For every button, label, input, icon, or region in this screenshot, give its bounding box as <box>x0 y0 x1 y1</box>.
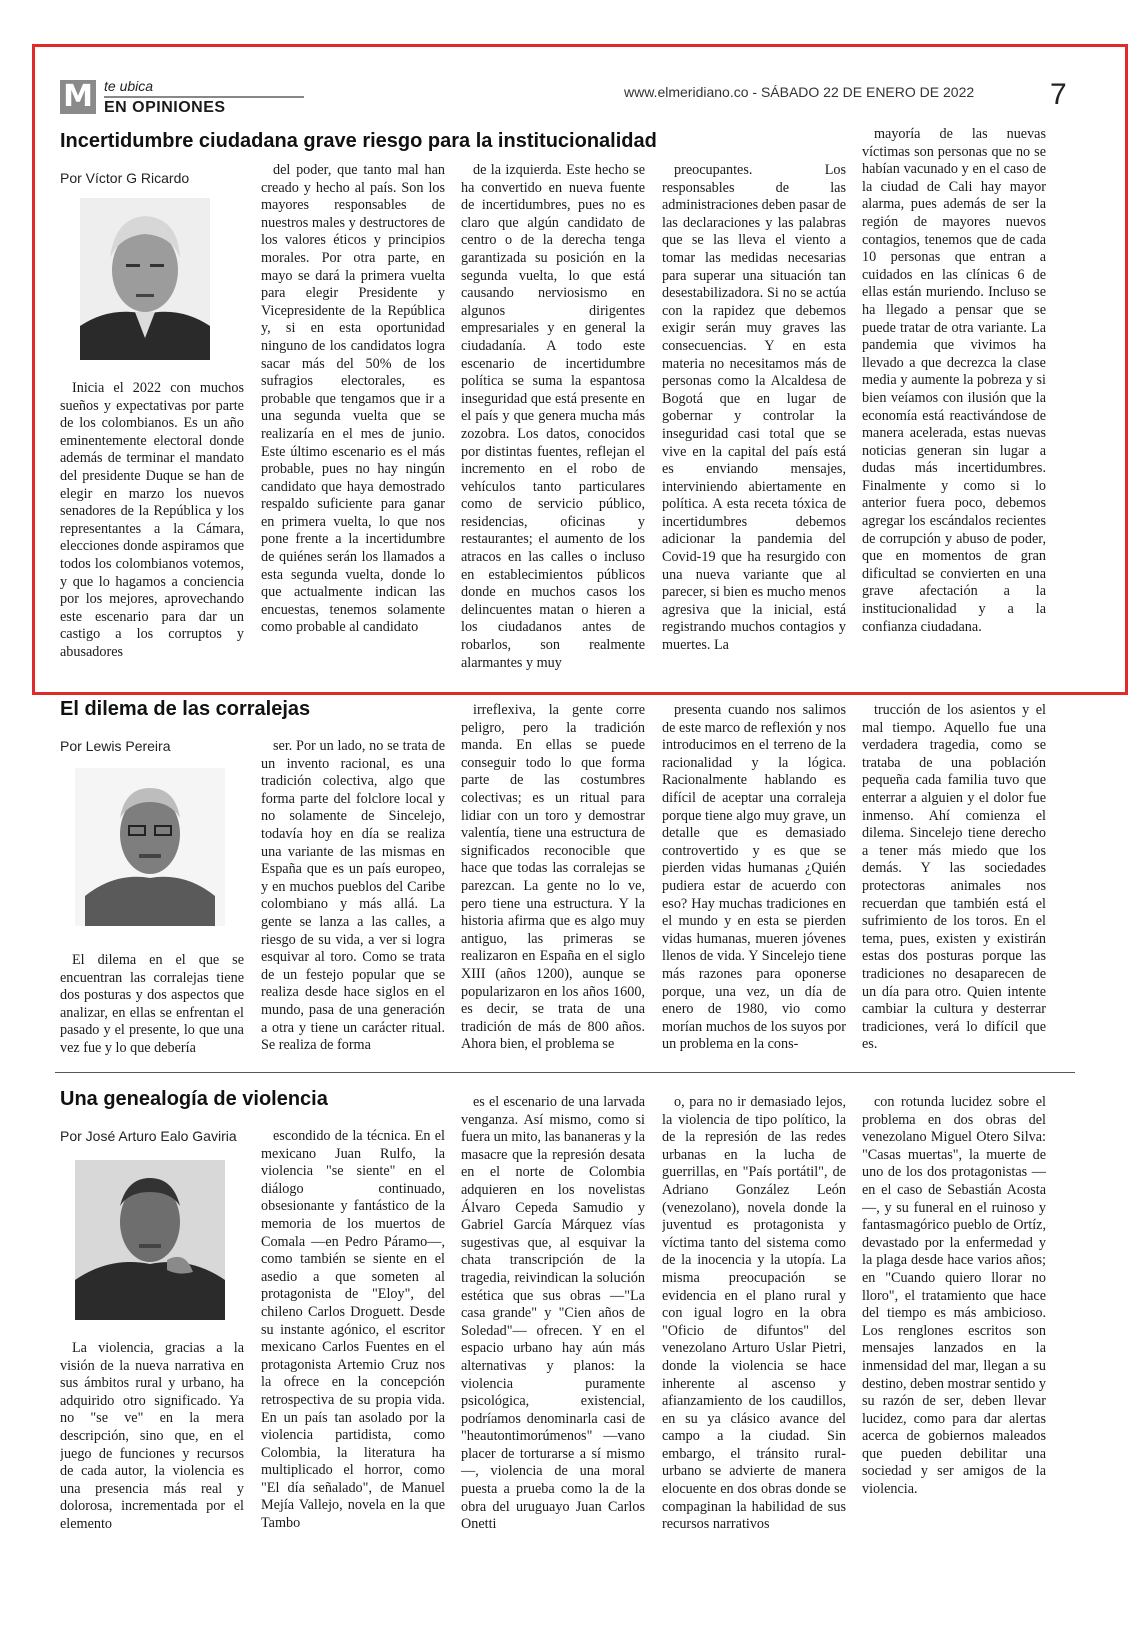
site-date: www.elmeridiano.co - SÁBADO 22 DE ENERO DE 2022 <box>624 84 975 100</box>
page-number: 7 <box>1050 78 1067 111</box>
author-photo-victor <box>80 198 210 360</box>
article-3-byline: Por José Arturo Ealo Gaviria <box>60 1128 237 1144</box>
article-2-column-3: irreflexiva, la gente corre peligro, pero la tradición manda. En ellas se puede conseguir todo lo que forma parte de las costumbres colectivas; es un ritual para lidiar con un toro y demostrar valentía, tiene una estructura de significados reconocible que hace que todas las corralejas se parezcan. La gente no lo ve, pero tiene una estructura. Y la historia afirma que es algo muy antiguo, las primeras se realizaron en España en el siglo XIII (años 1200), aunque se popularizaron en los años 1600, es decir, se trata de una tradición de más de 800 años. Ahora bien, el problema se <box>461 702 645 1053</box>
article-1-column-5: mayoría de las nuevas víctimas son personas que no se habían vacunado y en el caso de la ciudad de Cali hay mayor alarma, pues además de ser la región de mayores nuevos contagios, tenemos que de cada 10 personas que entran a cuidados en las clínicas 6 de ellas están muriendo. Incluso se ha llegado a pensar que se puede tratar de otra variante. La pandemia que vivimos ha llevado a que decrezca la clase media y aumente la pobreza y si bien veíamos con ilusión que la economía está reactivándose de manera acelerada, estas nuevas noticias generan sin lugar a dudas más incertidumbres. Finalmente y como si lo anterior fuera poco, debemos agregar los escándalos recientes de corrupción y abuso de poder, que en momentos de gran dificultad se convierten en una grave afectación a la institucionalidad y a la confianza ciudadana. <box>862 126 1046 635</box>
article-3-headline: Una genealogía de violencia <box>60 1088 328 1110</box>
article-2-column-1: El dilema en el que se encuentran las corralejas tiene dos posturas y dos aspectos que analizar, en ellas se enfrentan el pasado y el presente, lo que una vez fue y lo que debería <box>60 952 244 1056</box>
article-1-column-4: preocupantes. Los responsables de las administraciones deben pasar de las declaraciones y las palabras que se las lleva el viento a tomar las medidas necesarias para superar una situación tan desestabilizadora. Si no se actúa con la rapidez que debemos exigir serán muy graves las consecuencias. Y en esta materia no necesitamos más de personas como la Alcaldesa de Bogotá que en lugar de gobernar y controlar la inseguridad casi total que se vive en la capital del país está es enviando mensajes, interviniendo abiertamente en política. A esta receta tóxica de incertidumbres debemos adicionar la pandemia del Covid-19 que ha resurgido con una nueva variante que al parecer, si bien es mucho menos agresiva que la inicial, está registrando muchos contagios y muertes. La <box>662 162 846 654</box>
author-photo-jose <box>75 1160 225 1320</box>
section-divider <box>104 96 304 98</box>
article-3-column-3: es el escenario de una larvada venganza. Así mismo, como si fuera un mito, las bananeras y la masacre que la represión desata en el norte de Colombia adquieren en los novelistas Álvaro Cepeda Samudio y Gabriel García Márquez vías sugestivas que, al esquivar la chata transcripción de la tragedia, reivindican la solución estética que sus obras —"La casa grande" y "Cien años de Soledad"— ofrecen. Y en el espacio urbano hay aún más alternativas y planos: la violencia puramente psicológica, existencial, podríamos denominarla casi de "heautontimorúmenos" —vano placer de torturarse a sí mismo—, violencia de una moral puesta a prueba como la de la obra del uruguayo Juan Carlos Onetti <box>461 1094 645 1533</box>
section-kicker: te ubica <box>104 78 154 94</box>
author-photo-lewis <box>75 768 225 926</box>
article-2-headline: El dilema de las corralejas <box>60 698 311 720</box>
article-1-headline: Incertidumbre ciudadana grave riesgo para la institucionalidad <box>60 130 657 152</box>
article-divider <box>55 1072 1075 1073</box>
article-2-column-4: presenta cuando nos salimos de este marco de reflexión y nos introducimos en el terreno de la racionalidad y la lógica. Racionalmente hablando es difícil de aceptar una corraleja porque tiene algo muy grave, un detalle que es demasiado controvertido y es que se pierden vidas humanas ¿Quién pudiera estar de acuerdo con eso? Hay muchas tradiciones en el mundo y en esta se pierden vidas humanas, mueren jóvenes llenos de vida. Y Sincelejo tiene más razones para oponerse porque, una vez, un día de enero de 1980, vio como morían muchos de los suyos por un problema en la cons- <box>662 702 846 1053</box>
article-3-column-2: escondido de la técnica. En el mexicano Juan Rulfo, la violencia "se siente" en el diálogo continuado, obsesionante y fantástico de la memoria de los muertos de Comala —en Pedro Páramo—, como también se siente en el asedio a que someten al protagonista de "Eloy", del chileno Carlos Droguett. Desde su instante agónico, el escritor mexicano Carlos Fuentes en el protagonista Artemio Cruz nos la ofrece en la concepción retrospectiva de su propia vida. En un país tan asolado por la violencia partidista, como Colombia, la literatura ha multiplicado el horror, como "El día señalado", de Manuel Mejía Vallejo, novela en la que Tambo <box>261 1128 445 1532</box>
article-1-column-3: de la izquierda. Este hecho se ha convertido en nueva fuente de incertidumbres, pues no es claro que algún candidato de centro o de la derecha tenga garantizada su posición en la segunda vuelta, lo que está causando nerviosismo en algunos dirigentes empresariales y en general la ciudadanía. A todo este escenario de incertidumbre política se suma la espantosa inseguridad que está presente en el país y que genera mucha más zozobra. Los datos, conocidos por distintas fuentes, reflejan el incremento en el robo de vehículos tanto particulares como de servicio público, residencias, oficinas y restaurantes; el aumento de los atracos en las calles o incluso en establecimientos públicos donde en muchos casos los delincuentes matan o hieren a los ciudadanos antes de robarlos, son realmente alarmantes y muy <box>461 162 645 671</box>
article-1-column-1: Inicia el 2022 con muchos sueños y expectativas por parte de los colombianos. Es un año eminentemente electoral donde además de terminar el mandato del presidente Duque se han de elegir en marzo los nuevos senadores de la República y los representantes a la Cámara, elecciones donde aspiramos que todos los colombianos votemos, y que lo hagamos a conciencia por los mejores, aprovechando este escenario para dar un castigo a los corruptos y abusadores <box>60 380 244 660</box>
article-3-column-5: con rotunda lucidez sobre el problema en dos obras del venezolano Miguel Otero Silva: "Casas muertas", la muerte de uno de los dos protagonistas —en el caso de Sebastián Acosta—, y su funeral en el ruinoso y fantasmagórico pueblo de Ortíz, devastado por la enfermedad y la plaga desde hace varios años; en "Cuando quiero llorar no lloro", el tratamiento que hace del tiempo es más ambicioso. Los renglones escritos son mensajes lanzados en la inmensidad del mar, llegan a su destino, deben mostrar sentido y su razón de ser, deben llevar lucidez, como para dar alertas acerca de gobiernos maleados que pueden debilitar una sociedad y ser amigos de la violencia. <box>862 1094 1046 1498</box>
article-3-column-1: La violencia, gracias a la visión de la nueva narrativa en sus ámbitos rural y urbano, ha adquirido otro significado. Ya no "se ve" en la mera descripción, sino que, en el juego de funciones y recursos de cada autor, la violencia es una presencia más real y dolorosa, incrementada por el elemento <box>60 1340 244 1532</box>
article-1-column-2: del poder, que tanto mal han creado y hecho al país. Son los mayores responsables de nuestros males y destructores de los valores éticos y principios morales. Por otra parte, en mayo se dará la primera vuelta para elegir Presidente y Vicepresidente de la República y, si en esta oportunidad ninguno de los candidatos logra sacar más del 50% de los sufragios electorales, es probable que tengamos que ir a una segunda vuelta que se realizaría en el mes de junio. Este último escenario es el más probable, pues no hay ningún candidato que haya demostrado respaldo suficiente para ganar en primera vuelta, lo que nos pone frente a la incertidumbre de quiénes serán los llamados a esta segunda vuelta, donde lo que actualmente indican las encuestas, tenemos solamente como probable al candidato <box>261 162 445 636</box>
article-1-byline: Por Víctor G Ricardo <box>60 170 190 186</box>
article-2-column-5: trucción de los asientos y el mal tiempo. Aquello fue una verdadera tragedia, como se trataba de una población pequeña cada familia tuvo que enterrar a alguien y el dolor fue inmenso. Ahí comienza el dilema. Sincelejo tiene derecho a tener más miedo que los demás. Y las sociedades protectoras animales nos recuerdan que también está el sufrimiento de los toros. En el tema, pues, existen y existirán estas dos posturas porque las tradiciones no desaparecen de un día para otro. Quien intente cambiar la cultura y desterrar tradiciones, verá lo difícil que es. <box>862 702 1046 1053</box>
article-3-column-4: o, para no ir demasiado lejos, la violencia de tipo político, la de la represión de las redes urbanas en la lucha de guerrillas, en "País portátil", de Adriano González León (venezolano), novela donde la juventud es protagonista y víctima tanto del sistema como de la inocencia y la utopía. La misma preocupación se evidencia en el plano rural y con igual logro en la obra "Oficio de difuntos" del venezolano Arturo Uslar Pietri, donde la violencia se hace inherente al ascenso y afianzamiento de los caudillos, en su ya clásico avance del campo a la ciudad. Sin embargo, el tránsito rural-urbano se advierte de manera elocuente en dos obras donde se compaginan la habilidad de sus recursos narrativos <box>662 1094 846 1533</box>
article-2-byline: Por Lewis Pereira <box>60 738 171 754</box>
section-title: EN OPINIONES <box>104 99 226 116</box>
newspaper-logo: M <box>60 80 96 114</box>
article-2-column-2: ser. Por un lado, no se trata de un invento racional, es una tradición colectiva, algo que forma parte del folclore local y no solamente de Sincelejo, todavía hoy en día se realiza una variante de las mismas en España que es un país europeo, y en muchos pueblos del Caribe colombiano y más allá. La gente se lanza a las calles, a riesgo de su vida, a ver si logra esquivar al toro. Como se trata de un festejo popular que se realiza desde hace siglos en el mundo, pasa de una generación a otra y tiene un carácter ritual. Se realiza de forma <box>261 738 445 1054</box>
